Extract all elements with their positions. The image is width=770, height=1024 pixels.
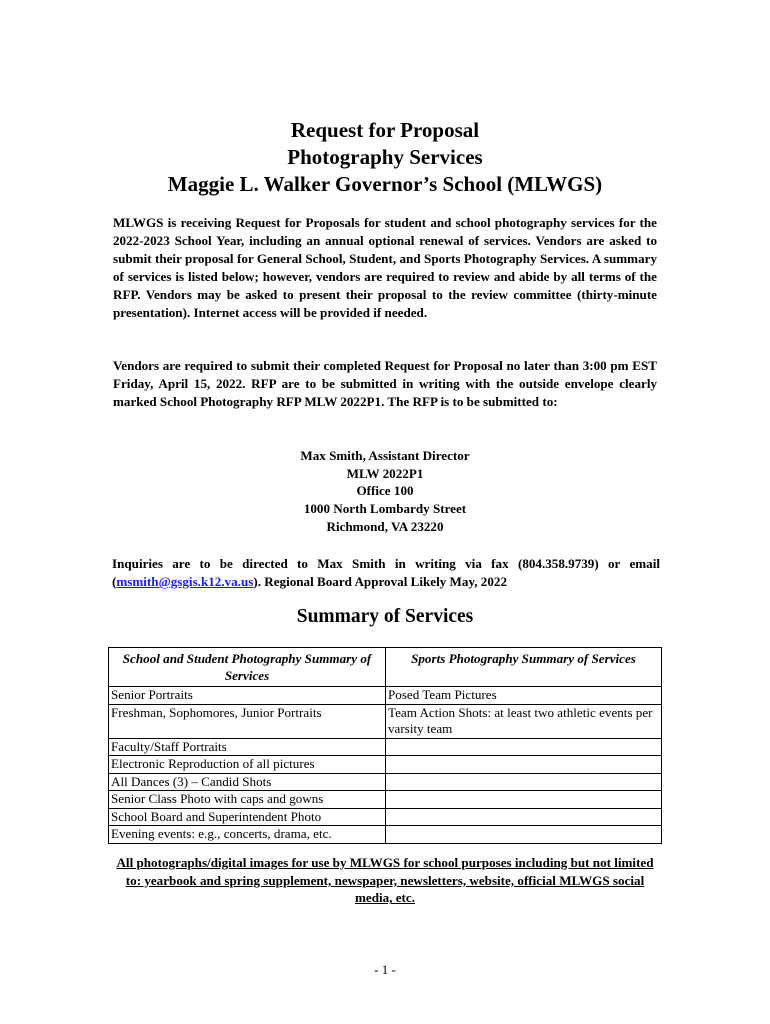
- table-cell: [386, 738, 662, 756]
- table-cell: [386, 756, 662, 774]
- services-table: [108, 647, 662, 844]
- table-row: [109, 704, 662, 738]
- table-cell: Team Action Shots: at least two athletic events per varsity team: [386, 704, 662, 738]
- table-cell: All Dances (3) – Candid Shots: [109, 773, 386, 791]
- table-cell: [386, 773, 662, 791]
- usage-footnote: All photographs/digital images for use by MLWGS for school purposes including but not limited to: yearbook and spring supplement, newspaper, newsletters, website, official MLWGS social media, etc.: [116, 855, 654, 906]
- table-row: [109, 756, 662, 774]
- table-row: [109, 738, 662, 756]
- page-number: - 1 -: [374, 962, 396, 977]
- address-street: 1000 North Lombardy Street: [303, 501, 467, 517]
- table-header-row: [109, 648, 662, 687]
- mailing-address: [0, 447, 770, 536]
- table-row: [109, 773, 662, 791]
- inquiries-tail: ). Regional Board Approval Likely May, 2022: [253, 574, 507, 589]
- table-cell: Posed Team Pictures: [386, 687, 662, 705]
- address-city: Richmond, VA 23220: [326, 518, 444, 534]
- table-cell: Faculty/Staff Portraits: [109, 738, 386, 756]
- address-code: MLW 2022P1: [346, 465, 424, 481]
- summary-heading: Summary of Services: [296, 606, 474, 627]
- email-link[interactable]: msmith@gsgis.k12.va.us: [116, 574, 254, 589]
- table-cell: [386, 791, 662, 809]
- table-cell: Freshman, Sophomores, Junior Portraits: [109, 704, 386, 738]
- title-block: [0, 117, 770, 198]
- table-row: [109, 791, 662, 809]
- table-cell: School Board and Superintendent Photo: [109, 808, 386, 826]
- address-office: Office 100: [356, 483, 414, 499]
- header-school-student: School and Student Photography Summary of Services: [109, 648, 386, 687]
- table-row: [109, 687, 662, 705]
- intro-paragraph: MLWGS is receiving Request for Proposals for student and school photography services for the 2022-2023 School Year, including an annual optional renewal of services. Vendors are asked to submit their proposal for General School, Student, and Sports Photography Services. A summary of services is listed below; however, vendors are required to review and abide by all terms of the RFP. Vendors may be asked to present their proposal to the review committee (thirty-minute presentation). Internet access will be provided if needed.: [113, 215, 657, 320]
- table-cell: Senior Portraits: [109, 687, 386, 705]
- table-cell: Evening events: e.g., concerts, drama, etc.: [109, 826, 386, 844]
- table-row: [109, 808, 662, 826]
- submission-paragraph: Vendors are required to submit their completed Request for Proposal no later than 3:00 pm EST Friday, April 15, 2022. RFP are to be submitted in writing with the outside envelope clearly marked School Photography RFP MLW 2022P1. The RFP is to be submitted to:: [113, 358, 657, 409]
- table-row: [109, 826, 662, 844]
- address-name: Max Smith, Assistant Director: [300, 448, 470, 463]
- inquiries-text: Inquiries are to be directed to Max Smith in writing via fax (804.358.9739) or email (: [112, 556, 660, 589]
- inquiries-paragraph: [112, 555, 660, 591]
- title-line-2: Photography Services: [287, 145, 483, 169]
- table-cell: [386, 826, 662, 844]
- table-cell: Electronic Reproduction of all pictures: [109, 756, 386, 774]
- header-sports: Sports Photography Summary of Services: [386, 648, 662, 687]
- table-cell: Senior Class Photo with caps and gowns: [109, 791, 386, 809]
- title-line-1: Request for Proposal: [290, 118, 480, 142]
- table-cell: [386, 808, 662, 826]
- title-line-3: Maggie L. Walker Governor’s School (MLWGS): [167, 172, 603, 196]
